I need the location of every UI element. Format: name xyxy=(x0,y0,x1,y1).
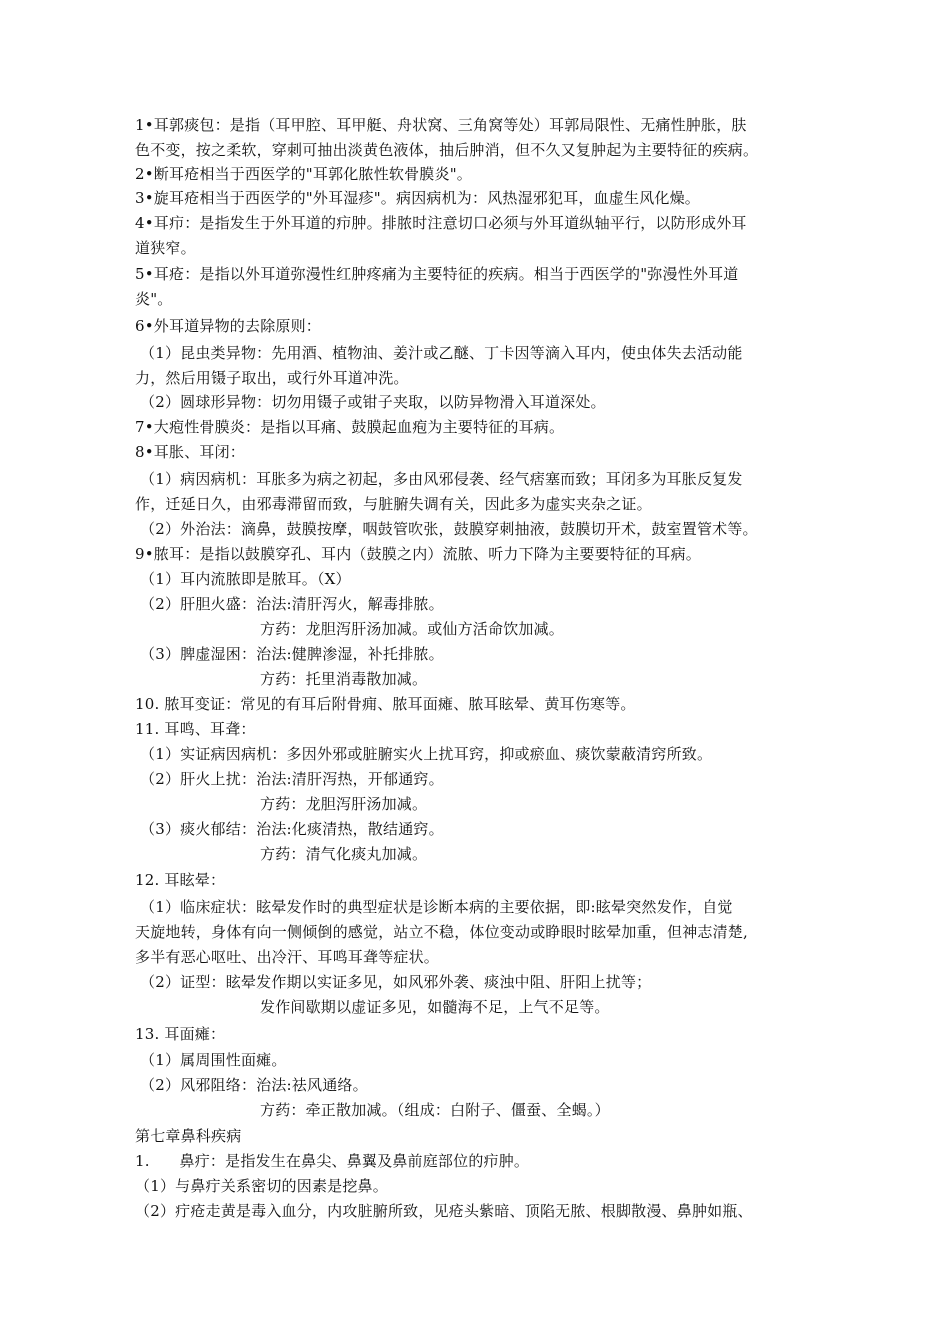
text-line: （2）风邪阻络：治法:祛风通络。 xyxy=(140,1076,368,1094)
text-line: 9•脓耳：是指以鼓膜穿孔、耳内（鼓膜之内）流脓、听力下降为主要要特征的耳病。 xyxy=(135,545,701,563)
text-line: （1）病因病机：耳胀多为病之初起，多由风邪侵袭、经气痞塞而致；耳闭多为耳胀反复发 xyxy=(140,470,743,488)
text-line: 道狭窄。 xyxy=(135,239,196,257)
text-line: 多半有恶心呕吐、出冷汗、耳鸣耳聋等症状。 xyxy=(135,948,440,966)
text-line: 11. 耳鸣、耳聋： xyxy=(135,720,256,738)
text-line: 方药：龙胆泻肝汤加减。 xyxy=(260,795,428,813)
text-line: （2）肝火上扰：治法:清肝泻热，开郁通窍。 xyxy=(140,770,444,788)
text-line: 作，迁延日久，由邪毒滞留而致，与脏腑失调有关，因此多为虚实夹杂之证。 xyxy=(135,495,652,513)
text-line: 5•耳疮：是指以外耳道弥漫性红肿疼痛为主要特征的疾病。相当于西医学的"弥漫性外耳道 xyxy=(135,265,739,283)
text-line: 10. 脓耳变证：常见的有耳后附骨痈、脓耳面瘫、脓耳眩晕、黄耳伤寒等。 xyxy=(135,695,636,713)
text-line: （2）外治法：滴鼻，鼓膜按摩，咽鼓管吹张，鼓膜穿刺抽液，鼓膜切开术，鼓室置管术等。 xyxy=(140,520,758,538)
text-line: （1）属周围性面瘫。 xyxy=(140,1051,287,1069)
text-line: 13. 耳面瘫： xyxy=(135,1025,226,1043)
text-line: （1）昆虫类异物：先用酒、植物油、姜汁或乙醚、丁卡因等滴入耳内，使虫体失去活动能 xyxy=(140,344,743,362)
text-line: 4•耳疖：是指发生于外耳道的疖肿。排脓时注意切口必须与外耳道纵轴平行，以防形成外耳 xyxy=(135,214,747,232)
text-line: （1）实证病因病机：多因外邪或脏腑实火上扰耳窍，抑或瘀血、痰饮蒙蔽清窍所致。 xyxy=(140,745,713,763)
text-line: （1）耳内流脓即是脓耳。（X） xyxy=(140,570,351,588)
text-line: 色不变，按之柔软，穿刺可抽出淡黄色液体，抽后肿消，但不久又复肿起为主要特征的疾病。 xyxy=(135,141,759,159)
text-line: 天旋地转，身体有向一侧倾倒的感觉，站立不稳，体位变动或睁眼时眩晕加重，但神志清楚, xyxy=(135,923,748,941)
text-line: （1）与鼻疔关系密切的因素是挖鼻。 xyxy=(135,1177,388,1195)
text-line: （1）临床症状：眩晕发作时的典型症状是诊断本病的主要依据，即:眩晕突然发作，自觉 xyxy=(140,898,733,916)
text-line: 方药：牵正散加减。（组成：白附子、僵蚕、全蝎。） xyxy=(260,1101,610,1119)
text-line: （3）脾虚湿困：治法:健脾渗湿，补托排脓。 xyxy=(140,645,444,663)
text-line: （2）证型：眩晕发作期以实证多见，如风邪外袭、痰浊中阻、肝阳上扰等； xyxy=(140,973,652,991)
text-line: 7•大疱性骨膜炎：是指以耳痛、鼓膜起血疱为主要特征的耳病。 xyxy=(135,418,565,436)
text-line: （2）疔疮走黄是毒入血分，内攻脏腑所致，见疮头紫暗、顶陷无脓、根脚散漫、鼻肿如瓶、 xyxy=(135,1202,753,1220)
text-line: 1. 鼻疔：是指发生在鼻尖、鼻翼及鼻前庭部位的疖肿。 xyxy=(135,1152,530,1170)
text-line: 方药：清气化痰丸加减。 xyxy=(260,845,428,863)
text-line: （2）肝胆火盛：治法:清肝泻火，解毒排脓。 xyxy=(140,595,444,613)
text-line: 力，然后用镊子取出，或行外耳道冲洗。 xyxy=(135,369,409,387)
section-heading: 第七章鼻科疾病 xyxy=(135,1127,242,1145)
text-line: 炎"。 xyxy=(135,290,173,308)
text-line: 方药：托里消毒散加减。 xyxy=(260,670,428,688)
text-line: 方药：龙胆泻肝汤加减。或仙方活命饮加减。 xyxy=(260,620,565,638)
text-line: 3•旋耳疮相当于西医学的"外耳湿疹"。病因病机为：风热湿邪犯耳，血虚生风化燥。 xyxy=(135,189,700,207)
text-line: （3）痰火郁结：治法:化痰清热，散结通窍。 xyxy=(140,820,444,838)
text-line: 2•断耳疮相当于西医学的"耳郭化脓性软骨膜炎"。 xyxy=(135,165,472,183)
text-line: 6•外耳道异物的去除原则： xyxy=(135,317,321,335)
text-line: 8•耳胀、耳闭： xyxy=(135,443,245,461)
text-line: 1•耳郭痰包：是指（耳甲腔、耳甲艇、舟状窝、三角窝等处）耳郭局限性、无痛性肿胀，肤 xyxy=(135,116,747,134)
text-line: 12. 耳眩晕： xyxy=(135,871,226,889)
text-line: （2）圆球形异物：切勿用镊子或钳子夹取，以防异物滑入耳道深处。 xyxy=(140,393,606,411)
text-line: 发作间歇期以虚证多见，如髓海不足，上气不足等。 xyxy=(260,998,610,1016)
